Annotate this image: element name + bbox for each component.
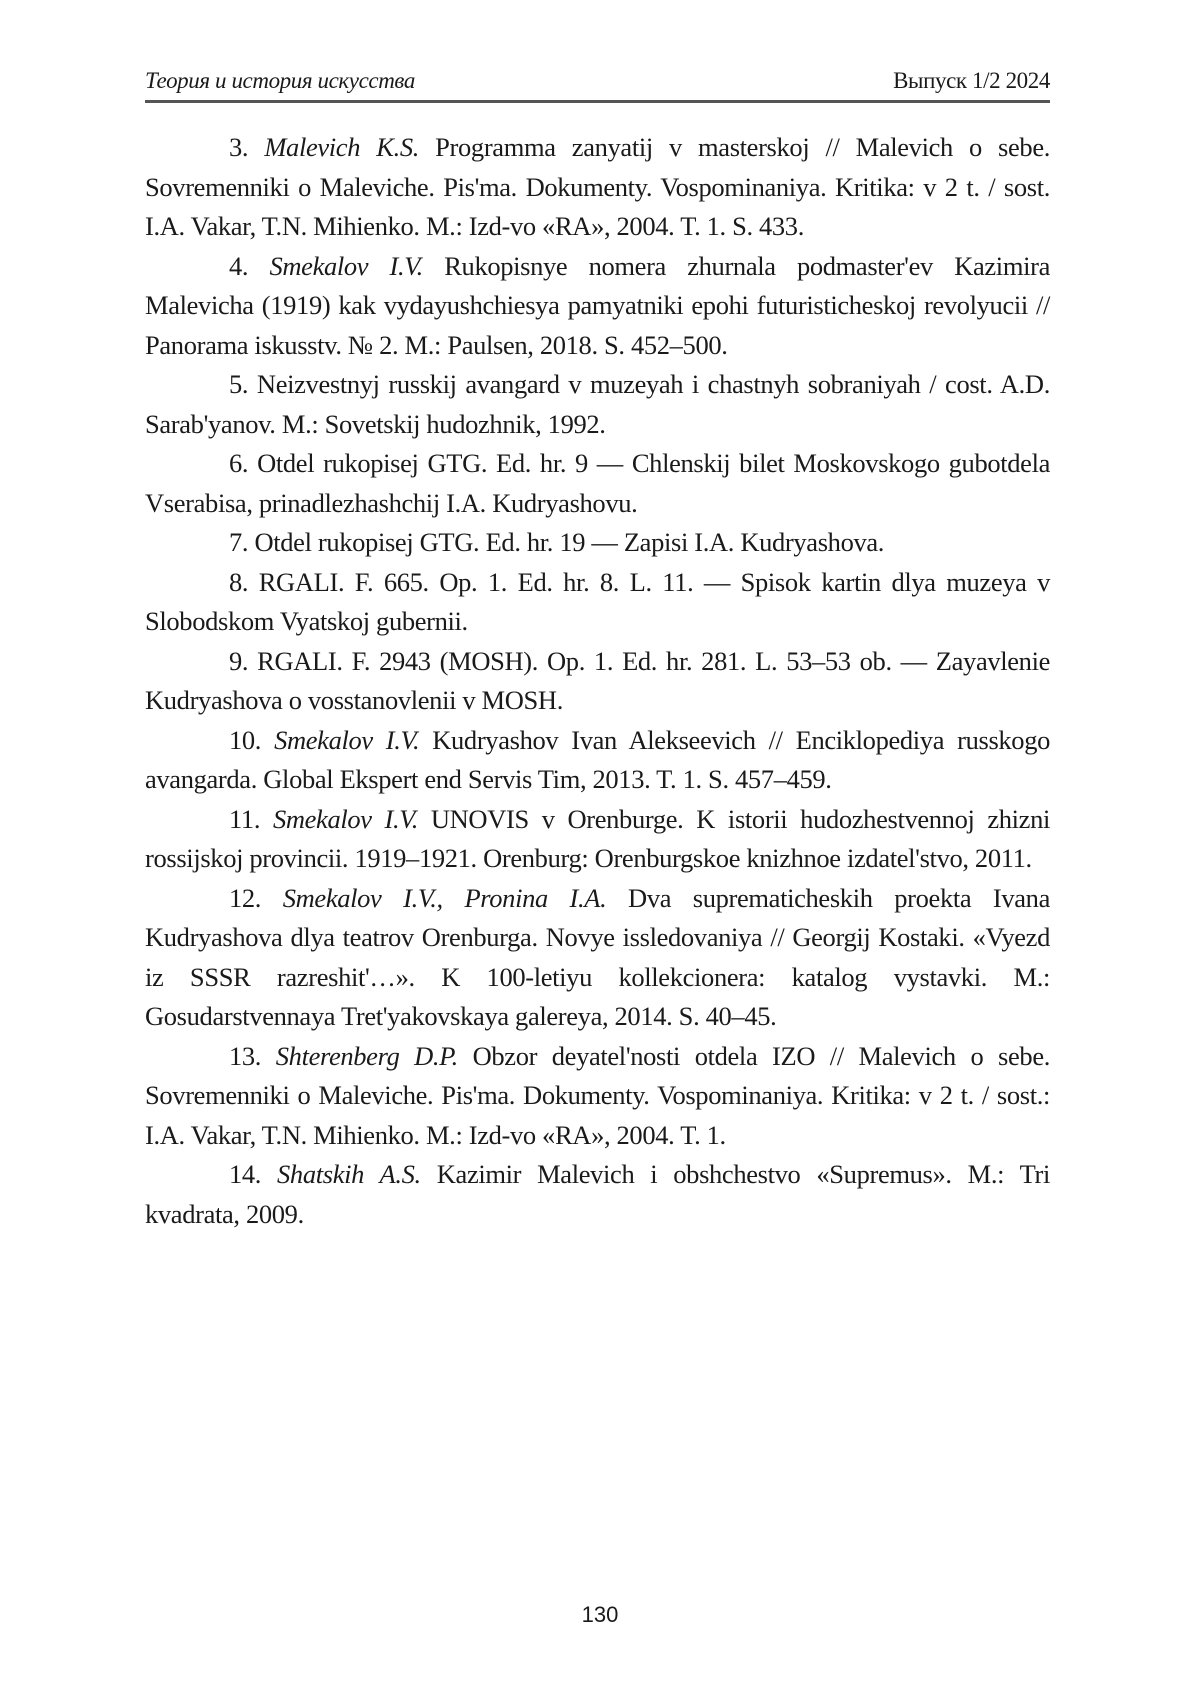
reference-item — [145, 1037, 1050, 1156]
reference-author: Smekalov I.V. — [272, 803, 418, 834]
reference-item — [145, 128, 1050, 247]
reference-text: RGALI. F. 2943 (MOSH). Op. 1. Ed. hr. 281. L. 53–53 ob. — Zayavlenie Kudryashova o vosstanovlenii v MOSH. — [145, 645, 1050, 715]
reference-text: Obzor deyatel'nosti otdela IZO // Malevich o sebe. Sovremenniki o Maleviche. Pis'ma. Dokumenty. Vospominaniya. Kritika: v 2 t. / sost.: I.A. Vakar, T.N. Mihienko. M.: Izd-vo «RA», 2004. T. 1. — [145, 1040, 1051, 1150]
reference-author: Shatskih A.S. — [277, 1159, 421, 1189]
reference-author: Shterenberg D.P. — [275, 1040, 458, 1071]
running-header — [145, 62, 1050, 103]
reference-number: 7. — [229, 527, 249, 557]
reference-text: UNOVIS v Orenburge. K istorii hudozhestvennoj zhizni rossijskoj provincii. 1919–1921. Orenburg: Orenburgskoe knizhnoe izdatel'stvo, 2011. — [145, 803, 1050, 873]
reference-item — [145, 800, 1050, 879]
journal-title: Теория и история искусства — [145, 68, 415, 93]
reference-text: Kazimir Malevich i obshchestvo «Supremus». M.: Tri kvadrata, 2009. — [145, 1159, 1050, 1229]
reference-text: RGALI. F. 665. Op. 1. Ed. hr. 8. L. 11. — Spisok kartin dlya muzeya v Slobodskom Vyatskoj gubernii. — [145, 566, 1050, 636]
reference-number: 12. — [229, 882, 262, 913]
reference-item — [145, 721, 1050, 800]
reference-number: 5. — [229, 369, 249, 399]
reference-text: Dva suprematicheskih proekta Ivana Kudryashova dlya teatrov Orenburga. Novye issledovaniya // Georgij Kostaki. «Vyezd iz SSSR razreshit'…». K 100-letiyu kollekcionera: katalog vystavki. M.: Gosudarstvennaya Tret'yakovskaya galereya, 2014. S. 40–45. — [145, 882, 1050, 1031]
reference-item — [145, 1155, 1050, 1234]
page-number: 130 — [581, 1602, 619, 1627]
reference-text: Otdel rukopisej GTG. Ed. hr. 9 — Chlenskij bilet Moskovskogo gubotdela Vserabisa, prinadlezhashchij I.A. Kudryashovu. — [145, 448, 1050, 518]
reference-text: Programma zanyatij v masterskoj // Malevich o sebe. Sovremenniki o Maleviche. Pis'ma. Dokumenty. Vospominaniya. Kritika: v 2 t. / sost. I.A. Vakar, T.N. Mihienko. M.: Izd-vo «RA», 2004. T. 1. S. 433. — [145, 132, 1051, 241]
reference-number: 13. — [229, 1040, 262, 1071]
reference-list — [145, 128, 1050, 1234]
reference-number: 11. — [229, 803, 261, 834]
reference-item — [145, 247, 1050, 366]
reference-item — [145, 523, 1050, 563]
reference-author: Smekalov I.V., Pronina I.A. — [282, 882, 607, 913]
issue-number: Выпуск 1/2 2024 — [893, 68, 1050, 93]
reference-number: 3. — [229, 132, 249, 162]
reference-number: 6. — [229, 448, 249, 478]
reference-text: Rukopisnye nomera zhurnala podmaster'ev Kazimira Malevicha (1919) kak vydayushchiesya pamyatniki epohi futuristicheskoj revolyucii // Panorama iskusstv. № 2. M.: Paulsen, 2018. S. 452–500. — [145, 250, 1050, 360]
reference-item — [145, 563, 1050, 642]
reference-number: 8. — [229, 566, 249, 597]
reference-text: Otdel rukopisej GTG. Ed. hr. 19 — Zapisi I.A. Kudryashova. — [254, 527, 885, 557]
reference-author: Malevich K.S. — [264, 132, 420, 162]
reference-author: Smekalov I.V. — [269, 250, 423, 281]
reference-author: Smekalov I.V. — [274, 724, 420, 755]
reference-item — [145, 642, 1050, 721]
reference-item — [145, 365, 1050, 444]
reference-text: Neizvestnyj russkij avangard v muzeyah i chastnyh sobraniyah / cost. A.D. Sarab'yanov. M.: Sovetskij hudozhnik, 1992. — [145, 369, 1050, 439]
reference-item — [145, 444, 1050, 523]
reference-item — [145, 879, 1050, 1037]
reference-number: 10. — [229, 724, 262, 755]
reference-number: 9. — [229, 645, 249, 676]
reference-number: 4. — [229, 250, 249, 281]
reference-number: 14. — [229, 1159, 262, 1189]
reference-text: Kudryashov Ivan Alekseevich // Enciklopediya russkogo avangarda. Global Ekspert end Servis Tim, 2013. T. 1. S. 457–459. — [145, 724, 1051, 794]
